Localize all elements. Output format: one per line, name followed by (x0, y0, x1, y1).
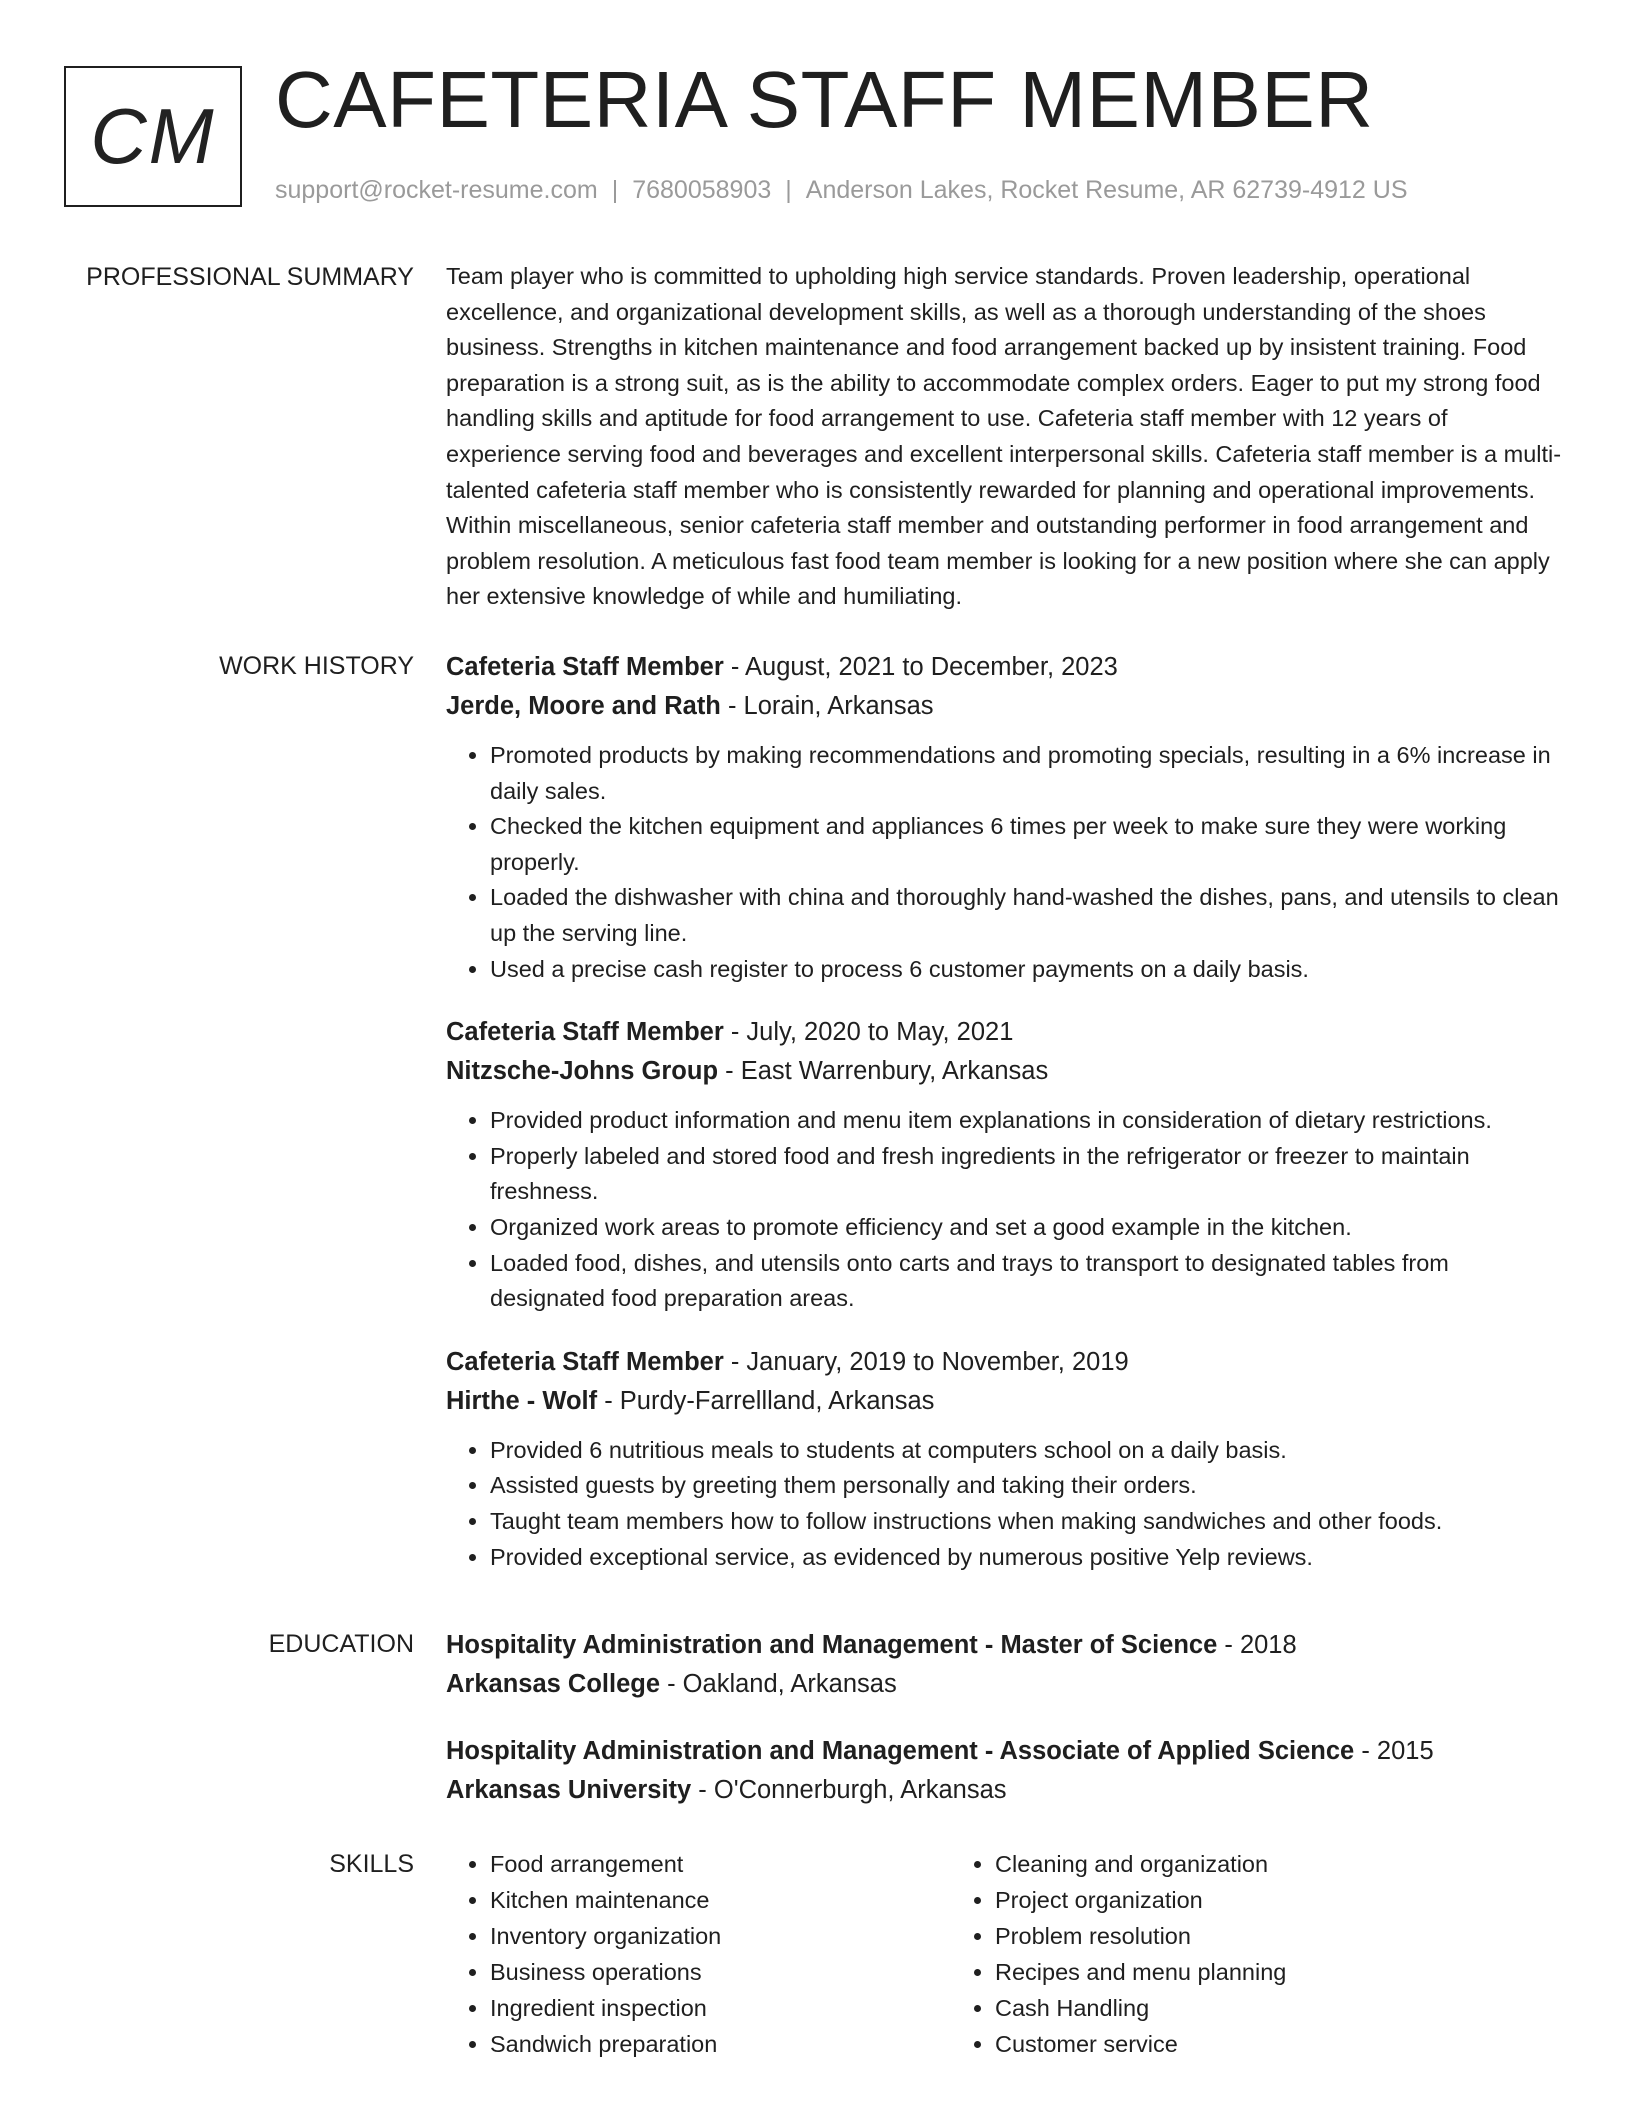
job-bullets (446, 1103, 1566, 1317)
contact-phone: 7680058903 (632, 176, 772, 204)
education-school: Arkansas College (446, 1670, 661, 1698)
job-title: Cafeteria Staff Member (446, 1018, 724, 1047)
contact-email: support@rocket-resume.com (275, 176, 598, 204)
job-bullet: • Used a precise cash register to process 6 customer payments on a daily basis. (490, 952, 1566, 988)
job-location: - East Warrenbury, Arkansas (718, 1057, 1049, 1086)
education-location: - Oakland, Arkansas (660, 1670, 897, 1698)
skill-item: • Kitchen maintenance (490, 1882, 951, 1918)
education-location: - O'Connerburgh, Arkansas (691, 1776, 1007, 1804)
education-entry (446, 1732, 1566, 1810)
education-school-line (446, 1771, 1566, 1810)
education-degree-line (446, 1732, 1566, 1771)
job-title-line (446, 648, 1566, 687)
job-bullet: • Loaded food, dishes, and utensils onto carts and trays to transport to designated tables from designated food preparation areas. (490, 1246, 1566, 1317)
job-company: Hirthe - Wolf (446, 1386, 598, 1415)
job-bullet: • Taught team members how to follow instructions when making sandwiches and other foods. (490, 1504, 1566, 1540)
contact-separator: | (785, 176, 792, 204)
skill-item: • Cash Handling (995, 1990, 1456, 2026)
education-school: Arkansas University (446, 1776, 692, 1804)
page-title: CAFETERIA STAFF MEMBER (275, 55, 1374, 144)
summary-heading: PROFESSIONAL SUMMARY (86, 263, 414, 291)
job-company-line (446, 1382, 1566, 1421)
job-bullet: • Organized work areas to promote efficiency and set a good example in the kitchen. (490, 1210, 1566, 1246)
contact-address: Anderson Lakes, Rocket Resume, AR 62739-4912 US (805, 176, 1408, 204)
contact-line (275, 172, 1408, 208)
job-entry (446, 648, 1566, 987)
job-bullet: • Properly labeled and stored food and fresh ingredients in the refrigerator or freezer to maintain freshness. (490, 1139, 1566, 1210)
work-history-body (446, 648, 1566, 1601)
education-school-line (446, 1665, 1566, 1704)
job-company-line (446, 687, 1566, 726)
skill-item: • Food arrangement (490, 1846, 951, 1882)
skill-item: • Inventory organization (490, 1918, 951, 1954)
job-bullet: • Provided exceptional service, as evidenced by numerous positive Yelp reviews. (490, 1540, 1566, 1576)
job-dates: - August, 2021 to December, 2023 (723, 653, 1118, 681)
job-company-line (446, 1052, 1566, 1091)
skill-item: • Recipes and menu planning (995, 1954, 1456, 1990)
job-bullet: • Assisted guests by greeting them personally and taking their orders. (490, 1468, 1566, 1504)
education-heading: EDUCATION (268, 1630, 414, 1658)
job-entry (446, 1013, 1566, 1317)
skill-item: • Business operations (490, 1954, 951, 1990)
skill-item: • Problem resolution (995, 1918, 1456, 1954)
skill-item: • Cleaning and organization (995, 1846, 1456, 1882)
job-bullets (446, 1433, 1566, 1575)
job-bullets (446, 738, 1566, 987)
job-company: Nitzsche-Johns Group (446, 1057, 719, 1086)
monogram-initials: CM (90, 92, 216, 180)
job-title: Cafeteria Staff Member (446, 653, 724, 681)
education-degree: Hospitality Administration and Management - Master of Science (446, 1631, 1218, 1659)
job-entry (446, 1343, 1566, 1575)
skill-item: • Ingredient inspection (490, 1990, 951, 2026)
education-entry (446, 1626, 1566, 1704)
education-body (446, 1626, 1566, 1838)
contact-separator: | (611, 176, 619, 204)
job-bullet: • Loaded the dishwasher with china and thoroughly hand-washed the dishes, pans, and utensils to clean up the serving line. (490, 880, 1566, 951)
skills-grid (446, 1846, 1566, 2062)
summary-body (446, 259, 1566, 615)
skills-body (446, 1846, 1566, 2062)
job-dates: - January, 2019 to November, 2019 (723, 1347, 1129, 1376)
skill-item: • Project organization (995, 1882, 1456, 1918)
job-bullet: • Promoted products by making recommendations and promoting specials, resulting in a 6% increase in daily sales. (490, 738, 1566, 809)
skills-column-left (446, 1846, 951, 2062)
skill-item: • Sandwich preparation (490, 2026, 951, 2062)
job-title-line (446, 1013, 1566, 1052)
job-bullet: • Checked the kitchen equipment and appliances 6 times per week to make sure they were working properly. (490, 809, 1566, 880)
education-year: - 2018 (1217, 1631, 1297, 1659)
skill-item: • Customer service (995, 2026, 1456, 2062)
job-location: - Lorain, Arkansas (720, 692, 934, 720)
job-bullet: • Provided product information and menu item explanations in consideration of dietary restrictions. (490, 1103, 1566, 1139)
job-bullet: • Provided 6 nutritious meals to students at computers school on a daily basis. (490, 1433, 1566, 1469)
job-title: Cafeteria Staff Member (446, 1347, 724, 1376)
education-year: - 2015 (1354, 1737, 1434, 1765)
job-dates: - July, 2020 to May, 2021 (723, 1018, 1014, 1047)
skills-column-right (951, 1846, 1456, 2062)
monogram-box (64, 66, 242, 207)
education-degree-line (446, 1626, 1566, 1665)
skills-heading: SKILLS (329, 1850, 414, 1878)
summary-text: Team player who is committed to upholding high service standards. Proven leadership, operational excellence, and organizational development skills, as well as a thorough understanding of the shoes business. Strengths in kitchen maintenance and food arrangement backed up by insistent training. Food preparation is a strong suit, as is the ability to accommodate complex orders. Eager to put my strong food handling skills and aptitude for food arrangement to use. Cafeteria staff member with 12 years of experience serving food and beverages and excellent interpersonal skills. Cafeteria staff member is a multi-talented cafeteria staff member who is consistently rewarded for planning and operational improvements. Within miscellaneous, senior cafeteria staff member and outstanding performer in food arrangement and problem resolution. A meticulous fast food team member is looking for a new position where she can apply her extensive knowledge of while and humiliating. (446, 263, 1562, 610)
education-degree: Hospitality Administration and Management - Associate of Applied Science (446, 1737, 1355, 1765)
job-title-line (446, 1343, 1566, 1382)
work-history-heading: WORK HISTORY (219, 652, 414, 680)
job-location: - Purdy-Farrellland, Arkansas (597, 1386, 935, 1415)
job-company: Jerde, Moore and Rath (446, 692, 721, 720)
